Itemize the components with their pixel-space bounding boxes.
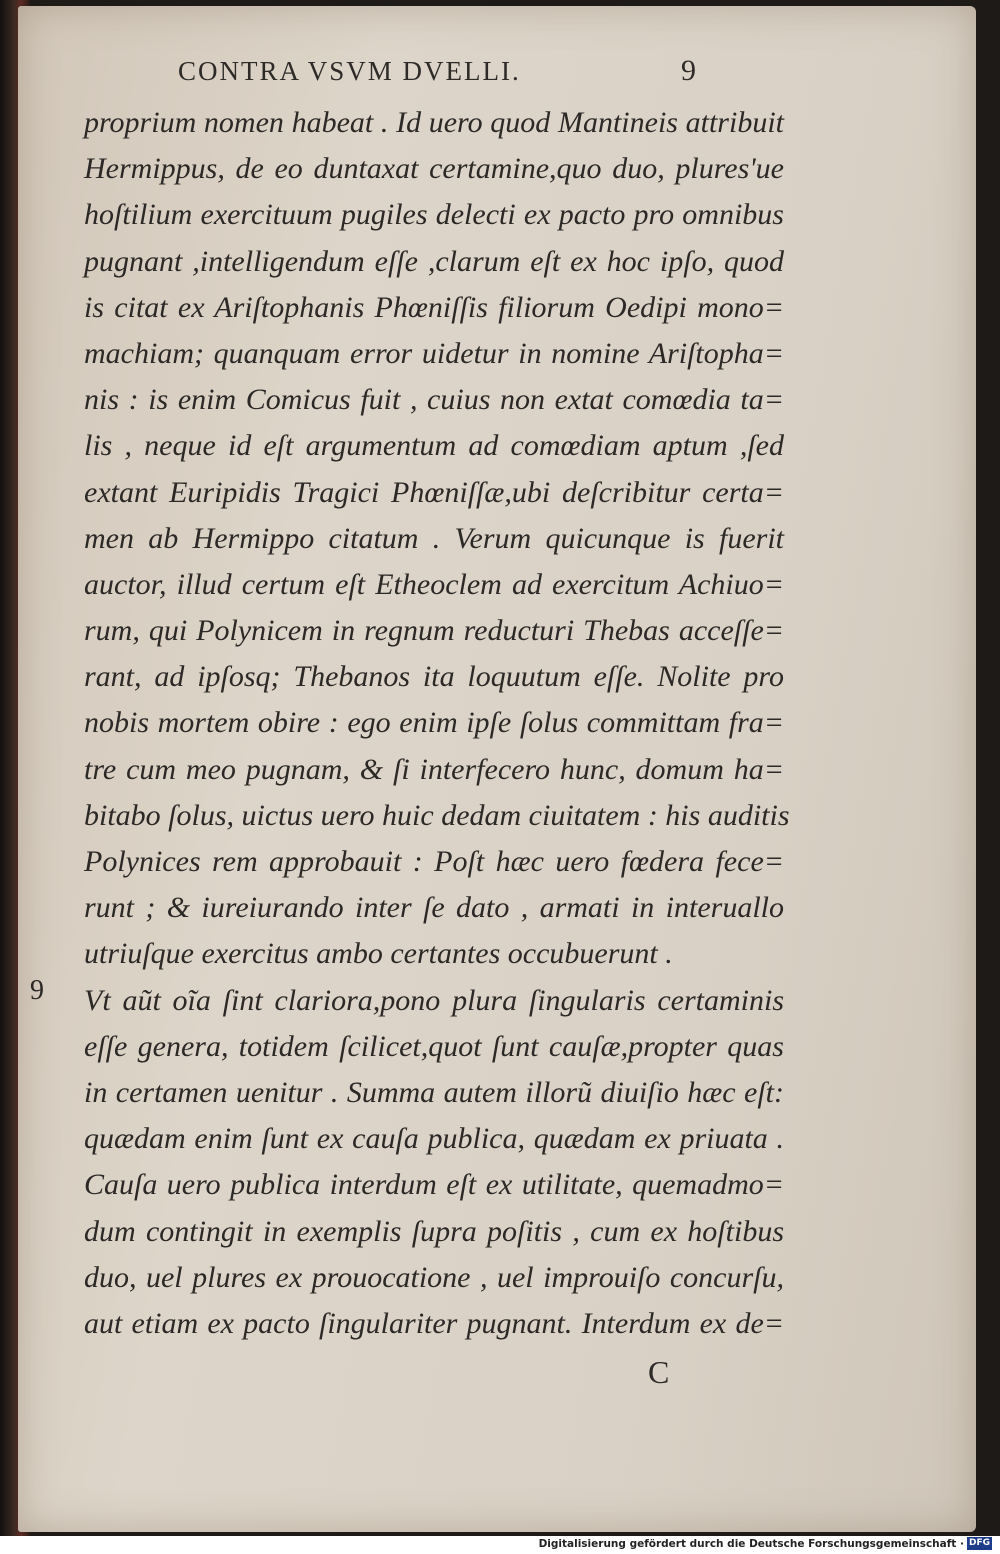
page-number: 9 <box>681 54 698 87</box>
running-head <box>178 54 698 88</box>
text-line: aut etiam ex pacto ſingulariter pugnant. Interdum ex de= <box>84 1306 784 1340</box>
text-line: is citat ex Ariſtophanis Phœniſſis filiorum Oedipi mono= <box>84 290 784 324</box>
text-line: pugnant ,intelligendum eſſe ,clarum eſt ex hoc ipſo, quod <box>84 244 784 278</box>
text-line: auctor, illud certum eſt Etheoclem ad exercitum Achiuo= <box>84 567 784 601</box>
credit-text: Digitalisierung gefördert durch die Deutsche Forschungsgemeinschaft · <box>538 1537 964 1550</box>
signature-mark: C <box>648 1354 670 1390</box>
text-line: duo, uel plures ex prouocatione , uel improuiſo concurſu, <box>84 1260 784 1294</box>
text-line: lis , neque id eſt argumentum ad comœdiam aptum ,ſed <box>84 429 784 463</box>
text-line: rant, ad ipſosq; Thebanos ita loquutum eſſe. Nolite pro <box>84 660 784 694</box>
text-line: tre cum meo pugnam, & ſi interfecero hunc, domum ha= <box>84 752 784 786</box>
body-text <box>84 100 790 1347</box>
text-line: in certamen uenitur . Summa autem illorũ diuiſio hæc eſt: <box>84 1075 784 1109</box>
text-line: nis : is enim Comicus fuit , cuius non extat comœdia ta= <box>84 383 784 417</box>
text-line: Cauſa uero publica interdum eſt ex utilitate, quemadmo= <box>84 1168 784 1202</box>
text-line: Hermippus, de eo duntaxat certamine,quo duo, plures'ue <box>84 152 784 186</box>
dfg-logo: DFG <box>968 1538 990 1548</box>
margin-note: 9 <box>30 975 44 1006</box>
text-line: utriuſque exercitus ambo certantes occubuerunt . <box>84 937 673 971</box>
text-line: machiam; quanquam error uidetur in nomine Ariſtopha= <box>84 336 784 370</box>
text-line: runt ; & iureiurando inter ſe dato , armati in interuallo <box>84 891 784 925</box>
text-line: quædam enim ſunt ex cauſa publica, quædam ex priuata . <box>84 1122 784 1156</box>
text-line: eſſe genera, totidem ſcilicet,quot ſunt cauſæ,propter quas <box>84 1029 784 1063</box>
text-line: dum contingit in exemplis ſupra poſitis , cum ex hoſtibus <box>84 1214 784 1248</box>
running-head-title: CONTRA VSVM DVELLI. <box>178 56 521 86</box>
text-line: hoſtilium exercituum pugiles delecti ex pacto pro omnibus <box>84 198 784 232</box>
text-line: extant Euripidis Tragici Phœniſſæ,ubi deſcribitur certa= <box>84 475 784 509</box>
text-line: rum, qui Polynicem in regnum reducturi Thebas acceſſe= <box>84 614 784 648</box>
digitization-credit <box>539 1537 992 1550</box>
text-line: nobis mortem obire : ego enim ipſe ſolus committam fra= <box>84 706 784 740</box>
text-line: Vt aũt oĩa ſint clariora,pono plura ſingularis certaminis <box>84 983 784 1017</box>
text-line: Polynices rem approbauit : Poſt hæc uero fœdera fece= <box>84 845 784 878</box>
book-page <box>18 6 976 1532</box>
text-line: men ab Hermippo citatum . Verum quicunque is fuerit <box>84 521 784 555</box>
text-line: bitabo ſolus, uictus uero huic dedam ciuitatem : his auditis <box>84 798 790 832</box>
text-line: proprium nomen habeat . Id uero quod Mantineis attribuit <box>84 106 784 139</box>
